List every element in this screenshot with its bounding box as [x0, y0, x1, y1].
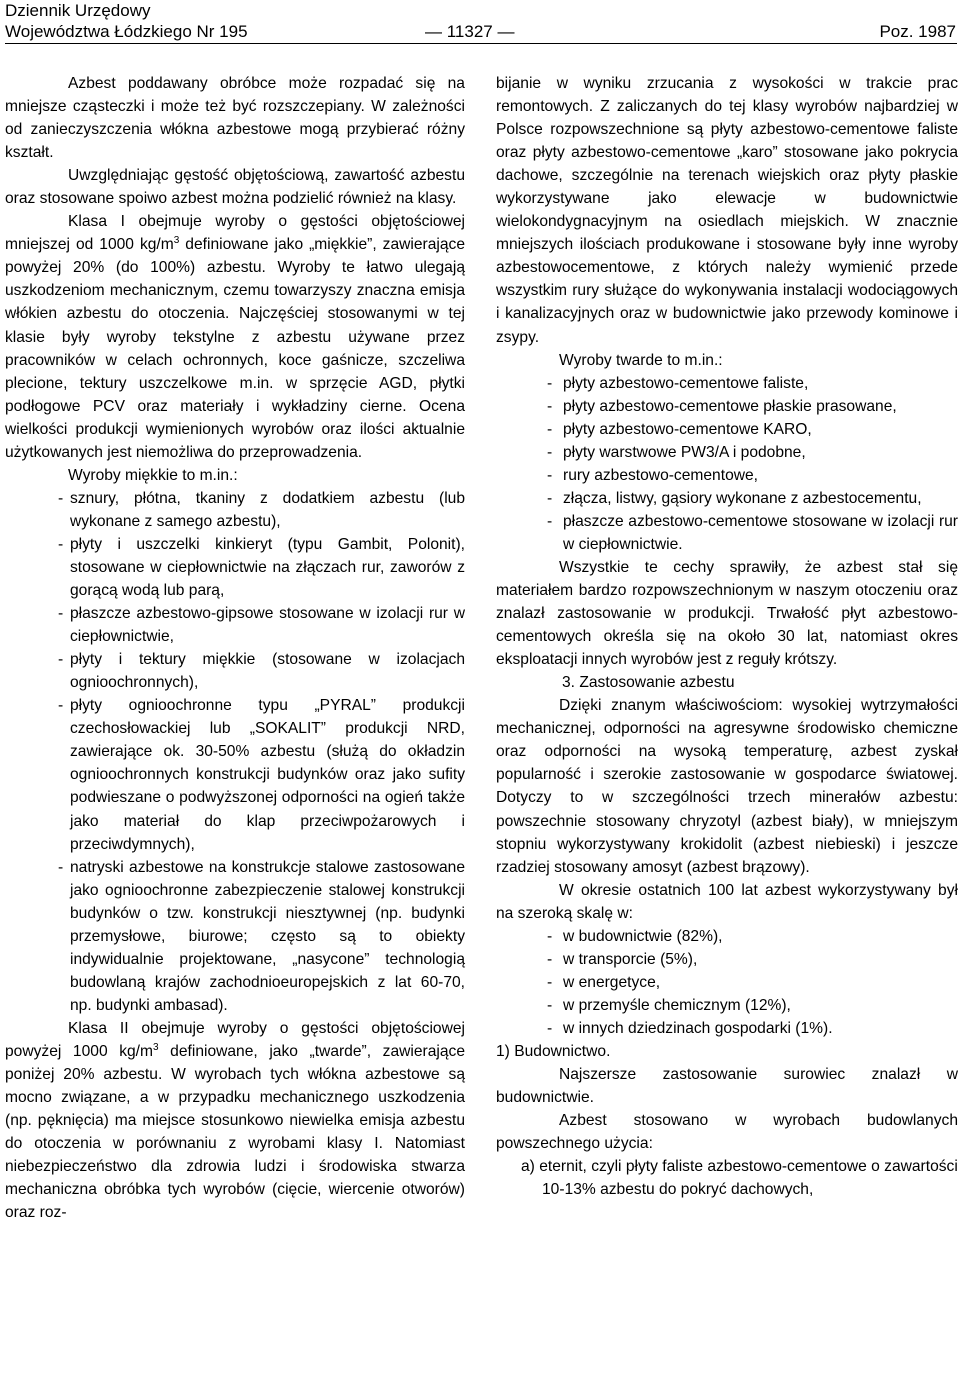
list-item-text: w energetyce,: [563, 973, 661, 991]
page-number: — 11327 —: [425, 22, 515, 41]
list-item: - płyty azbestowo-cementowe płaskie prasowane,: [547, 397, 897, 415]
paragraph: Azbest poddawany obróbce może rozpadać się na mniejsze cząsteczki i może też być rozszczepiany. W zależności od zanieczyszczenia włókna azbestowe mogą przybierać różny kształt.: [5, 75, 465, 162]
paragraph: Azbest stosowano w wyrobach budowlanych powszechnego użycia:: [496, 1112, 958, 1153]
list-item: - złącza, listwy, gąsiory wykonane z azbestocementu,: [547, 489, 922, 507]
list-item-text: płyty i uszczelki kinkieryt (typu Gambit, Polonit), stosowane w ciepłownictwie na złączach rur, zaworów z gorącą wodą lub parą,: [70, 535, 465, 600]
page-header: [5, 0, 960, 44]
paragraph-text: Klasa II obejmuje wyroby o gęstości objętościowej powyżej 1000 kg/m: [5, 1019, 465, 1060]
paragraph-text: definiowane, jako „twarde”, zawierające poniżej 20% azbestu. W wyrobach tych włókna azbestowe są mocno związane, a w przypadku mechanicznego uszkodzenia (np. pęknięcia) ma miejsce stosunkowo niewielka emisja azbestu do otoczenia w porównaniu z wyrobami klasy I. Natomiast niebezpieczeństwo dla zdrowia ludzi i środowiska stwarza mechaniczna obróbka tych wyrobów (cięcie, wiercenie otworów) oraz roz-: [5, 1042, 465, 1222]
list-item: - w innych dziedzinach gospodarki (1%).: [547, 1019, 833, 1037]
list-item: - w transporcie (5%),: [547, 950, 698, 968]
list-item: - płyty azbestowo-cementowe KARO,: [547, 420, 812, 438]
right-column: [496, 72, 958, 1201]
list-item-text: złącza, listwy, gąsiory wykonane z azbestocementu,: [563, 489, 922, 507]
paragraph: Wszystkie te cechy sprawiły, że azbest stał się materiałem bardzo rozpowszechnionym w naszym otoczeniu oraz znalazł zastosowanie w produkcji. Trwałość płyt azbestowo-cementowych określa się na około 30 lat, natomiast okres eksploatacji innych wyrobów jest z reguły krótszy.: [496, 558, 958, 669]
list-item: - w przemyśle chemicznym (12%),: [547, 996, 791, 1014]
list-intro: Wyroby miękkie to m.in.:: [68, 466, 238, 484]
paragraph: W okresie ostatnich 100 lat azbest wykorzystywany był na szeroką skalę w:: [496, 881, 958, 922]
list-item-text: rury azbestowo-cementowe,: [563, 466, 759, 484]
list-item: - płyty i tektury miękkie (stosowane w izolacjach ognioochronnych),: [58, 651, 465, 692]
list-item: - natryski azbestowe na konstrukcje stalowe zastosowane jako ognioochronne zabezpieczenie stalowej konstrukcji budynków o tzw. konstrukcji niesztywnej (np. budynki przemysłowe, biurowe; często są to obiekty indywidualnie projektowane, „nasycone” technologią budowlaną krajów zachodnioeuropejskich z lat 60-70, np. budynki ambasad).: [58, 858, 465, 1014]
lettered-item: a) eternit, czyli płyty faliste azbestowo-cementowe o zawartości 10-13% azbestu do pokryć dachowych,: [521, 1158, 958, 1199]
paragraph-text: Klasa I obejmuje wyroby o gęstości objętościowej mniejszej od 1000 kg/m: [5, 213, 465, 254]
paragraph: bijanie w wyniku zrzucania z wysokości w trakcie prac remontowych. Z zaliczanych do tej klasy wyrobów najbardziej w Polsce rozpowszechnione są płyty azbestowo-cementowe faliste oraz płyty azbestowo-cementowe „karo” stosowane jako pokrycia dachowe, szczególnie na terenach wiejskich oraz płyty płaskie wykorzystywane jako elewacje w budownictwie wielokondygnacyjnym na osiedlach miejskich. W znacznie mniejszych ilościach produkowane i stosowane były inne wyroby azbestowocementowe, z których należy wymienić przede wszystkim rury służące do wykonywania instalacji wodociągowych i kanalizacyjnych oraz w budownictwie jako przewody kominowe i zsypy.: [496, 75, 958, 346]
list-item-text: w budownictwie (82%),: [563, 927, 723, 945]
list-item-text: natryski azbestowe na konstrukcje stalowe zastosowane jako ognioochronne zabezpieczenie stalowej konstrukcji budynków o tzw. konstrukcji niesztywnej (np. budynki przemysłowe, biurowe; często są to obiekty indywidualnie projektowane, „nasycone” technologią budowlaną krajów zachodnioeuropejskich z lat 60-70, np. budynki ambasad).: [70, 858, 465, 1014]
list-item-text: sznury, płótna, tkaniny z dodatkiem azbestu (lub wykonane z samego azbestu),: [70, 489, 465, 530]
section-heading: 3. Zastosowanie azbestu: [562, 674, 735, 692]
paragraph: Najszersze zastosowanie surowiec znalazł w budownictwie.: [496, 1066, 958, 1107]
list-item: - płyty ognioochronne typu „PYRAL” produkcji czechosłowackiej lub „SOKALIT” produkcji NRD, zawierające ok. 30-50% azbestu (służą do okładzin ognioochronnych konstrukcji budynków oraz jako sufity podwieszane o podwyższonej odporności na ogień także jako materiał do klap przeciwpożarowych i przeciwdymnych),: [58, 697, 465, 853]
list-item: - płyty warstwowe PW3/A i podobne,: [547, 443, 806, 461]
list-item-text: płyty azbestowo-cementowe płaskie prasowane,: [563, 397, 897, 415]
list-intro: Wyroby twarde to m.in.:: [559, 351, 723, 369]
paragraph: Dzięki znanym właściwościom: wysokiej wytrzymałości mechanicznej, odporności na agresywne środowisko chemiczne oraz odporności na wysoką temperaturę, azbest zyskał popularność i szerokie zastosowanie w gospodarce światowej. Dotyczy to w szczególności trzech minerałów azbestu: powszechnie stosowany chryzotyl (azbest biały), w mniejszym stopniu wykorzystywany krokidolit (azbest niebieski) i jeszcze rzadziej stosowany amosyt (azbest brązowy).: [496, 697, 958, 876]
list-item-text: płaszcze azbestowo-cementowe stosowane w izolacji rur w ciepłownictwie.: [563, 512, 958, 553]
list-item-text: w innych dziedzinach gospodarki (1%).: [563, 1019, 833, 1037]
list-item: - sznury, płótna, tkaniny z dodatkiem azbestu (lub wykonane z samego azbestu),: [58, 489, 465, 530]
superscript: 3: [173, 235, 180, 247]
header-rule: [5, 43, 957, 44]
subsection-heading: 1) Budownictwo.: [496, 1042, 611, 1060]
journal-title: Dziennik Urzędowy: [5, 1, 151, 20]
list-item: - w energetyce,: [547, 973, 661, 991]
paragraph-class-one: [5, 210, 465, 464]
list-item-text: płyty i tektury miękkie (stosowane w izolacjach ognioochronnych),: [70, 651, 465, 692]
paragraph-text: definiowane jako „miękkie”, zawierające powyżej 20% (do 100%) azbestu. Wyroby te łatwo ulegają uszkodzeniom mechanicznym, czemu towarzyszy znaczna emisja włókien azbestu do otoczenia. Najczęściej stosowanymi w tej klasie były wyroby tekstylne z azbestu używane przez pracowników w celach ochronnych, koce gaśnicze, szczeliwa plecione, tektury uszczelkowe m.in. w sprzęcie AGD, płytki podłogowe PCV oraz materiały i wykładziny cierne. Ocena wielkości produkcji wymienionych wyrobów oraz ilości aktualnie użytkowanych jest niemożliwa do przeprowadzenia.: [5, 236, 465, 461]
list-item-text: w transporcie (5%),: [563, 950, 698, 968]
list-item: - płaszcze azbestowo-cementowe stosowane w izolacji rur w ciepłownictwie.: [547, 512, 958, 553]
list-item-text: płyty ognioochronne typu „PYRAL” produkcji czechosłowackiej lub „SOKALIT” produkcji NRD, zawierające ok. 30-50% azbestu (służą do okładzin ognioochronnych konstrukcji budynków oraz jako sufity podwieszane o podwyższonej odporności na ogień także jako materiał do klap przeciwpożarowych i przeciwdymnych),: [70, 697, 465, 853]
list-item: - płyty i uszczelki kinkieryt (typu Gambit, Polonit), stosowane w ciepłownictwie na złączach rur, zaworów z gorącą wodą lub parą,: [58, 535, 465, 600]
list-item: - płyty azbestowo-cementowe faliste,: [547, 374, 809, 392]
list-item: - rury azbestowo-cementowe,: [547, 466, 759, 484]
paragraph: Uwzględniając gęstość objętościową, zawartość azbestu oraz stosowane spoiwo azbest można podzielić również na klasy.: [5, 167, 465, 208]
list-item: - w budownictwie (82%),: [547, 927, 723, 945]
position-number: Poz. 1987: [879, 22, 956, 41]
list-item-text: płaszcze azbestowo-gipsowe stosowane w izolacji rur w ciepłownictwie,: [70, 605, 465, 646]
journal-voivodeship: Województwa Łódzkiego Nr 195: [5, 22, 248, 41]
superscript: 3: [153, 1041, 159, 1053]
list-item-text: płyty azbestowo-cementowe faliste,: [563, 374, 809, 392]
list-item-text: w przemyśle chemicznym (12%),: [563, 996, 791, 1014]
list-item-text: płyty azbestowo-cementowe KARO,: [563, 420, 812, 438]
list-item: - płaszcze azbestowo-gipsowe stosowane w izolacji rur w ciepłownictwie,: [58, 605, 465, 646]
left-column: [5, 72, 465, 1224]
paragraph-class-two: [5, 1017, 465, 1224]
list-item-text: płyty warstwowe PW3/A i podobne,: [563, 443, 806, 461]
